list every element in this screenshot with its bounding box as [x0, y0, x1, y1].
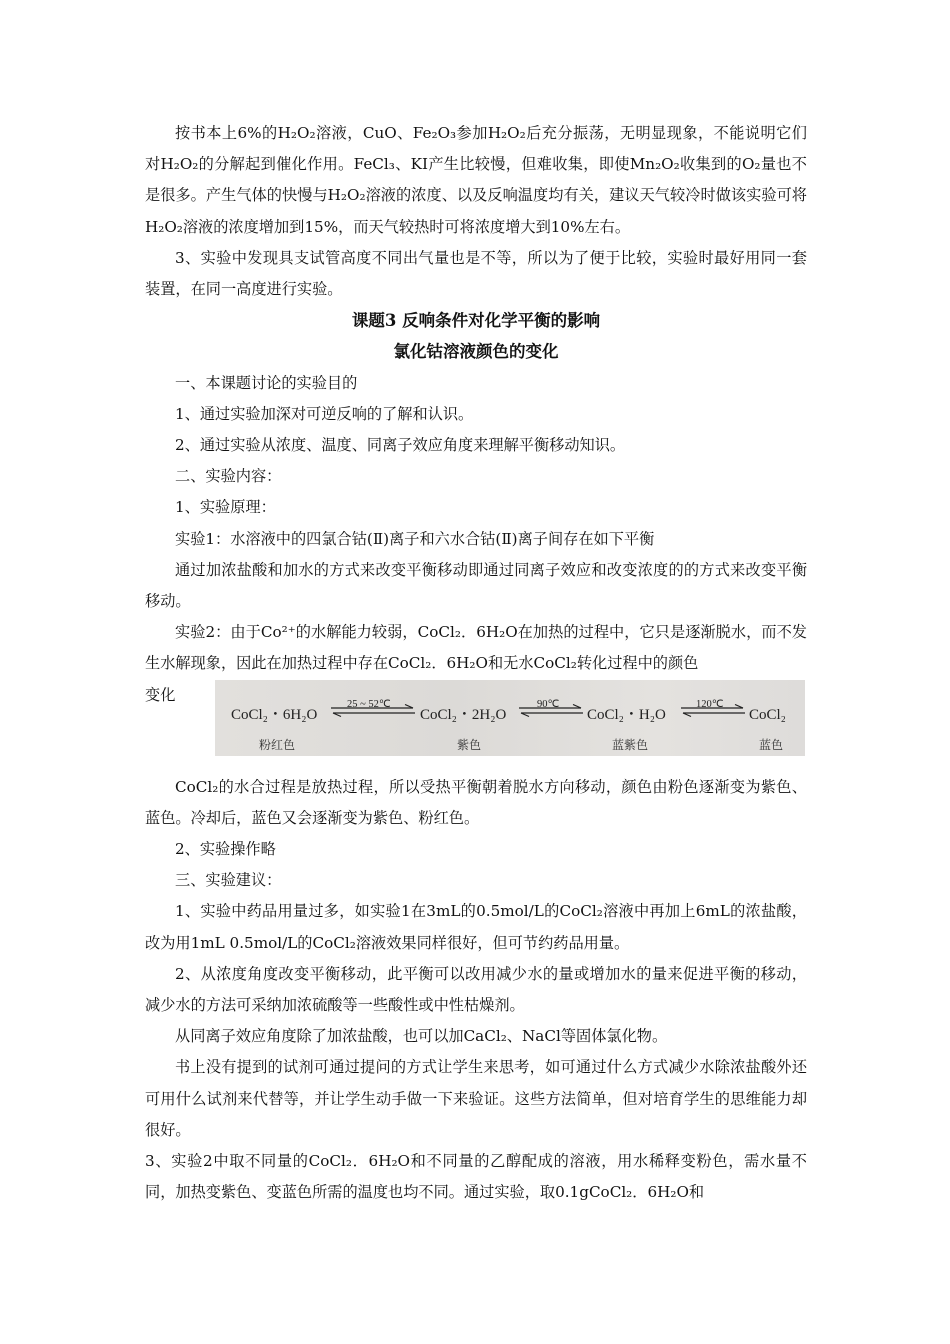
paragraph: 从同离子效应角度除了加浓盐酸，也可以加CaCl₂、NaCl等固体氯化物。	[175, 1027, 668, 1046]
body-text	[145, 118, 807, 1209]
paragraph: 按书本上6%的H₂O₂溶液，CuO、Fe₂O₃参加H₂O₂后充分振荡，无明显现象，不能说明它们对H₂O₂的分解起到催化作用。FeCl₃、KI产生比较慢，但难收集，即使Mn₂O₂收集到的O₂量也不是很多。产生气体的快慢与H₂O₂溶液的浓度、以及反响温度均有关，建议天气较冷时做该实验可将H₂O₂溶液的浓度增加到15%，而天气较热时可将浓度增大到10%左右。	[145, 124, 807, 236]
color-label: 粉红色	[259, 737, 296, 752]
figure-lead-text: 变化	[145, 685, 176, 704]
cobalt-chloride-dehydration-figure	[215, 680, 805, 756]
equilibrium-arrow-icon	[517, 704, 585, 718]
condition-label: 120℃	[696, 698, 724, 710]
paragraph: 3、实验2中取不同量的CoCl₂．6H₂O和不同量的乙醇配成的溶液，用水稀释变粉色，需水量不同，加热变紫色、变蓝色所需的温度也均不同。通过实验，取0.1gCoCl₂．6H₂O和	[145, 1152, 807, 1202]
color-label: 蓝色	[759, 737, 784, 752]
paragraph: 1、实验原理：	[175, 498, 276, 517]
species-label: CoCl₂・6H₂O	[231, 706, 318, 723]
paragraph: 通过加浓盐酸和加水的方式来改变平衡移动即通过同离子效应和改变浓度的的方式来改变平衡移动。	[145, 560, 807, 611]
color-label: 紫色	[457, 737, 482, 752]
paragraph: 实验1：水溶液中的四氯合钴(Ⅱ)离子和六水合钴(Ⅱ)离子间存在如下平衡	[175, 529, 655, 548]
condition-label: 25 ~ 52℃	[347, 698, 391, 710]
paragraph: 3、实验中发现具支试管高度不同出气量也是不等，所以为了便于比较，实验时最好用同一套装置，在同一高度进行实验。	[145, 248, 807, 299]
paragraph: 2、实验操作略	[175, 840, 276, 859]
paragraph: 书上没有提到的试剂可通过提问的方式让学生来思考，如可通过什么方式减少水除浓盐酸外还可用什么试剂来代替等，并让学生动手做一下来验证。这些方法简单，但对培育学生的思维能力却很好。	[145, 1058, 807, 1139]
paragraph: 2、通过实验从浓度、温度、同离子效应角度来理解平衡移动知识。	[175, 436, 626, 455]
paragraph: 实验2：由于Co²⁺的水解能力较弱，CoCl₂．6H₂O在加热的过程中，它只是逐渐脱水，而不发生水解现象，因此在加热过程中存在CoCl₂．6H₂O和无水CoCl₂转化过程中的颜色	[145, 623, 807, 673]
figure-row	[145, 680, 807, 756]
species-label: CoCl₂	[749, 706, 786, 723]
paragraph: 二、实验内容：	[175, 467, 282, 486]
paragraph: CoCl₂的水合过程是放热过程，所以受热平衡朝着脱水方向移动，颜色由粉色逐渐变为紫色、蓝色。冷却后，蓝色又会逐渐变为紫色、粉红色。	[145, 777, 807, 827]
condition-label: 90℃	[537, 698, 560, 710]
paragraph: 三、实验建议：	[175, 871, 282, 890]
section-subtitle: 氯化钴溶液颜色的变化	[393, 342, 559, 362]
species-label: CoCl₂・2H₂O	[420, 706, 507, 723]
paragraph: 1、实验中药品用量过多，如实验1在3mL的0.5mol/L的CoCl₂溶液中再加上6mL的浓盐酸，改为用1mL 0.5mol/L的CoCl₂溶液效果同样很好，但可节约药品用量。	[145, 902, 807, 952]
section-title: 课题3 反响条件对化学平衡的影响	[351, 311, 601, 331]
species-label: CoCl₂・H₂O	[587, 706, 666, 723]
equilibrium-arrow-icon	[329, 704, 417, 718]
equilibrium-arrow-icon	[679, 704, 747, 718]
color-label: 蓝紫色	[612, 737, 649, 752]
paragraph: 1、通过实验加深对可逆反响的了解和认识。	[175, 404, 474, 423]
paragraph: 一、本课题讨论的实验目的	[175, 373, 358, 392]
paragraph: 2、从浓度角度改变平衡移动，此平衡可以改用减少水的量或增加水的量来促进平衡的移动，减少水的方法可采纳加浓硫酸等一些酸性或中性枯燥剂。	[145, 964, 807, 1015]
